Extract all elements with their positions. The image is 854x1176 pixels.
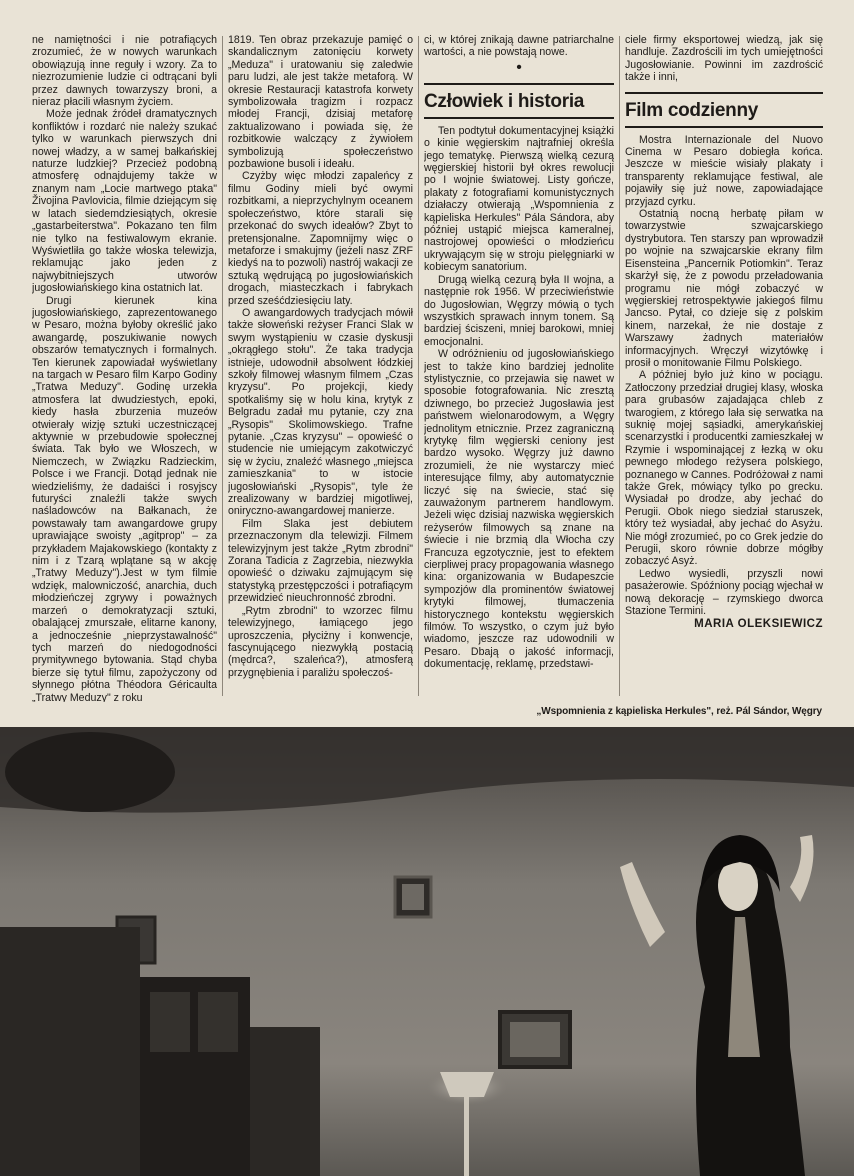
article-column-1 bbox=[32, 34, 217, 702]
dark-furniture-left bbox=[0, 927, 140, 1176]
photo-illustration bbox=[0, 727, 854, 1176]
article-column-2 bbox=[228, 34, 413, 702]
column-divider bbox=[619, 36, 620, 696]
paragraph: ciele firmy eksportowej wiedzą, jak się handluje. Zazdrościli im tych umiejętności Jugosłowianie. Powinni im zazdrościć także i inni, bbox=[625, 34, 823, 84]
paragraph: A później było już kino w pociągu. Zatłoczony przedział drugiej klasy, włoska para grubasów zajadająca chleb z twarogiem, z którego lała się serwatka na suknię mojej sąsiadki, amerykańskiej scenarzystki i producentki zamieszkałej w Rzymie i wspominającej z łezką w oku pewnego młodego reżysera polskiego, poznanego w Cannes. Podróżował z nami także Grek, mówiący tylko po grecku. Wysiadał po drodze, aby jechać do Perugii. Obok niego siedział staruszek, który też wysiadał, aby jechać do Asyżu. Nie mógł zrozumieć, po co Grek jedzie do Perugii, skoro równie dobrze mógłby zobaczyć Asyż. bbox=[625, 369, 823, 568]
paragraph: Drugi kierunek kina jugosłowiańskiego, zaprezentowanego w Pesaro, można byłoby określić jako awangardę, poszukiwanie nowych obszarów tematycznych i formalnych. Ten kierunek zapowiadał wyświetlany na targach w Pesaro film Karpo Godiny „Tratwa Meduzy". Godinę urzekła atmosfera lat dwudziestych, epoki, kiedy hasła zburzenia muzeów otwierały wizję sztuki uczestniczącej aktywnie w przebudowie społecznej świata. Tak było we Włoszech, w Niemczech, w Związku Radzieckim, Polsce i we Francji. Dotąd jednak nie wiedzieliśmy, że dadaiści i rosyjscy futuryści znaleźli także swych naśladowców na Bałkanach, że powstawały tam awangardowe grupy uprawiające swoisty „agitprop" – za przykładem Majakowskiego (kontakty z nim i z Tzarą wplątane są w akcję „Tratwy Meduzy").Jest w tym filmie wdzięk, malowniczość, anarchia, duch młodzieńczej zgrywy i poważnych marzeń o demokratyzacji sztuki, obalającej zmurszałe, elitarne kanony, a jednocześnie „nieprzystawalność" tych marzeń do niedogodności prymitywnego bytowania. Stąd chyba bierze się tytuł filmu, zapożyczony od słynnego płótna Théodora Géricaulta „Tratwy Meduzy" z roku bbox=[32, 294, 217, 702]
paragraph: ci, w której znikają dawne patriarchalne wartości, a nie powstają nowe. bbox=[424, 34, 614, 59]
lamp-stand bbox=[464, 1097, 469, 1176]
paragraph: ne namiętności i nie potrafiących zrozumieć, że w nowych warunkach obowiązują inne reguły i wzory. Za to niezrozumienie ludzie ci odtrącani byli przez dawnych towarzyszy broni, a nieraz płacili własnym życiem. bbox=[32, 34, 217, 109]
cabinet-panel bbox=[198, 992, 238, 1052]
woman-face bbox=[718, 859, 758, 911]
paragraph: Drugą wielką cezurą była II wojna, a następnie rok 1956. W przeciwieństwie do Jugosłowian, Węgrzy mówią o tych wszystkich sprawach innym tonem. Są bardziej ściszeni, mniej barokowi, mniej emocjonalni. bbox=[424, 273, 614, 348]
armchair-shape bbox=[250, 1027, 320, 1176]
column-divider bbox=[222, 36, 223, 696]
section-heading-film-codzienny: Film codzienny bbox=[625, 92, 823, 128]
film-still-photo bbox=[0, 727, 854, 1176]
section-separator-dot: • bbox=[516, 58, 522, 76]
paragraph: O awangardowych tradycjach mówił także słoweński reżyser Franci Slak w swym wystąpieniu w czasie dyskusji „okrągłego stołu". Że taka tradycja istnieje, udowodnił absolwent łódzkiej szkoły filmowej własnym filmem „Czas kryzysu". Po projekcji, kiedy spotkaliśmy się w holu kina, krytyk z Belgradu zadał mu pytanie, czy zna „Rysopis" Skolimowskiego. Trafne pytanie. „Czas kryzysu" – opowieść o studencie nie umiejącym zakotwiczyć się w życiu, znaleźć własnego „miejsca zamieszkania" to w istocie jugosłowiański „Rysopis", tyle że zrealizowany w bardziej migotliwej, oniryczno-awangardowej manierze. bbox=[228, 306, 413, 518]
paragraph: Czyżby więc młodzi zapaleńcy z filmu Godiny mieli być owymi rozbitkami, a nieprzychylnym oceanem społeczeństwo, które starali się przekonać do swych ideałów? Zbyt to pretensjonalne. Zapomnijmy więc o metaforze i smakujmy (jeżeli nasz ZRF kiedyś na to pozwoli) nastrój wakacji ze sztuką wędrującą po jugosłowiańskich drogach, miasteczkach i fabrykach przed sześćdziesięciu laty. bbox=[228, 170, 413, 307]
paragraph: 1819. Ten obraz przekazuje pamięć o skandalicznym zatonięciu korwety „Meduza" i uratowaniu się zaledwie paru ludzi, ale jest także metaforą. W okresie Restauracji katastrofa korwety symbolizowała tragizm i rozpacz młodej Francji, dzisiaj metaforę zaktualizowano i powiada się, że rozbitkowie walczący z żywiołem symbolizują społeczeństwo pozbawione busoli i ideału. bbox=[228, 34, 413, 171]
wall-painting-inner bbox=[510, 1022, 560, 1057]
paragraph: Ten podtytuł dokumentacyjnej książki o kinie węgierskim najtrafniej określa jego tematykę. Pierwszą wielką cezurą węgierskiej historii był okres rewolucji po I wojnie światowej. Listy gończe, plakaty z fotografiami komunistycznych działaczy otwierają „Wspomnienia z kąpieliska Herkules" Pála Sándora, aby później ustąpić miejsca kameralnej, nastrojowej opowieści o młodzieńcu ukrywającym się w stroju pielęgniarki w kobiecym sanatorium. bbox=[424, 124, 614, 274]
article-column-3 bbox=[424, 34, 614, 702]
wall-picture-inner bbox=[402, 884, 424, 910]
section-heading-czlowiek-i-historia: Człowiek i historia bbox=[424, 83, 614, 119]
paragraph: Film Slaka jest debiutem przeznaczonym dla telewizji. Filmem telewizyjnym jest także „Rytm zbrodni" Zorana Tadicia z Zagrzebia, niezwykła opowieść o dziwaku zajmującym się statystyką przestępczości i potrafiącym przewidzieć nieuchronność zbrodni. bbox=[228, 517, 413, 605]
paragraph: W odróżnieniu od jugosłowiańskiego jest to także kino bardziej jednolite stylistycznie, co przejawia się nawet w sposobie fotografowania. Nic zresztą dziwnego, bo przecież Jugosławia jest państwem wielonarodowym, a Węgry jednolitym etnicznie. Przez zagraniczną krytykę film węgierski ceniony jest bardzo wysoko. Węgrzy już dawno zrozumieli, że nie wystarczy mieć interesujące filmy, aby automatycznie liczyć się na świecie, stać się zauważonym partnerem handlowym. Jeżeli więc dzisiaj nazwiska węgierskich reżyserów filmowych są znane na świecie i nie brzmią dla Włocha czy Francuza egzotycznie, jest to efektem cierpliwej pracy propagowania własnego kina: organizowania w Budapeszcie sympozjów dla prominentów światowej krytyki filmowej, tłumaczenia historycznego kontekstu węgierskich filmów. To wszystko, o czym już było wiadomo, jeszcze raz udowodnili w Pesaro. Dbają o jakość informacji, dokumentację, reklamę, przedstawi- bbox=[424, 348, 614, 671]
paragraph: „Rytm zbrodni" to wzorzec filmu telewizyjnego, łamiącego jego uproszczenia, płyciżny i konwencje, fascynującego niezwykłą postacią (mędrca?, szaleńca?), atmosferą przygnębienia i paraliżu społeczoś- bbox=[228, 604, 413, 679]
paragraph: Mostra Internazionale del Nuovo Cinema w Pesaro dobiegła końca. Jeszcze w mieście wisiały plakaty i transparenty reklamujące festiwal, ale pojawiły się już nowe, zapowiadające przyjazd cyrku. bbox=[625, 133, 823, 208]
paragraph: Ostatnią nocną herbatę piłam w towarzystwie szwajcarskiego dystrybutora. Ten starszy pan wprowadził po wojnie na szwajcarskie ekrany film Eisensteina „Pancernik Potiomkin". Teraz skarżył się, że z powodu przeładowania programu nie mógł zobaczyć w węgierskiej retrospektywie jakiegoś filmu Jancso. Pytał, co dzieje się z polskim kinem, narzekał, że nie dostaje z Warszawy żadnych materiałów informacyjnych. Wręczył wizytówkę i prosił o monitowanie Filmu Polskiego. bbox=[625, 208, 823, 369]
paragraph: Ledwo wysiedli, przyszli nowi pasażerowie. Spóźniony pociąg wjechał w nową dekorację – rzymskiego dworca Stazione Termini. bbox=[625, 567, 823, 618]
author-signature: MARIA OLEKSIEWICZ bbox=[694, 618, 823, 631]
photo-caption: „Wspomnienia z kąpieliska Herkules", reż. Pál Sándor, Węgry bbox=[536, 706, 822, 717]
column-divider bbox=[418, 36, 419, 696]
article-column-4 bbox=[625, 34, 823, 702]
paragraph: Może jednak źródeł dramatycznych konfliktów i rozdarć nie należy szukać tylko w warunkach pierwszych dni nowej władzy, a w samej bałkańskiej naturze ludzkiej? Przecież podobną atmosferę odnajdujemy także w znanym nam „Locie martwego ptaka" Živojina Pavlovicia, filmie dziejącym się w latach siedemdziesiątych, okresie „gastarbeiterstwa". Pokazano ten film nie tylko na festiwalowym ekranie. Wyświetliła go także włoska telewizja, reklamując jako jeden z najwybitniejszych utworów jugosłowiańskiego kina ostatnich lat. bbox=[32, 108, 217, 295]
foreground-dark-shape bbox=[5, 732, 175, 812]
cabinet-panel bbox=[150, 992, 190, 1052]
